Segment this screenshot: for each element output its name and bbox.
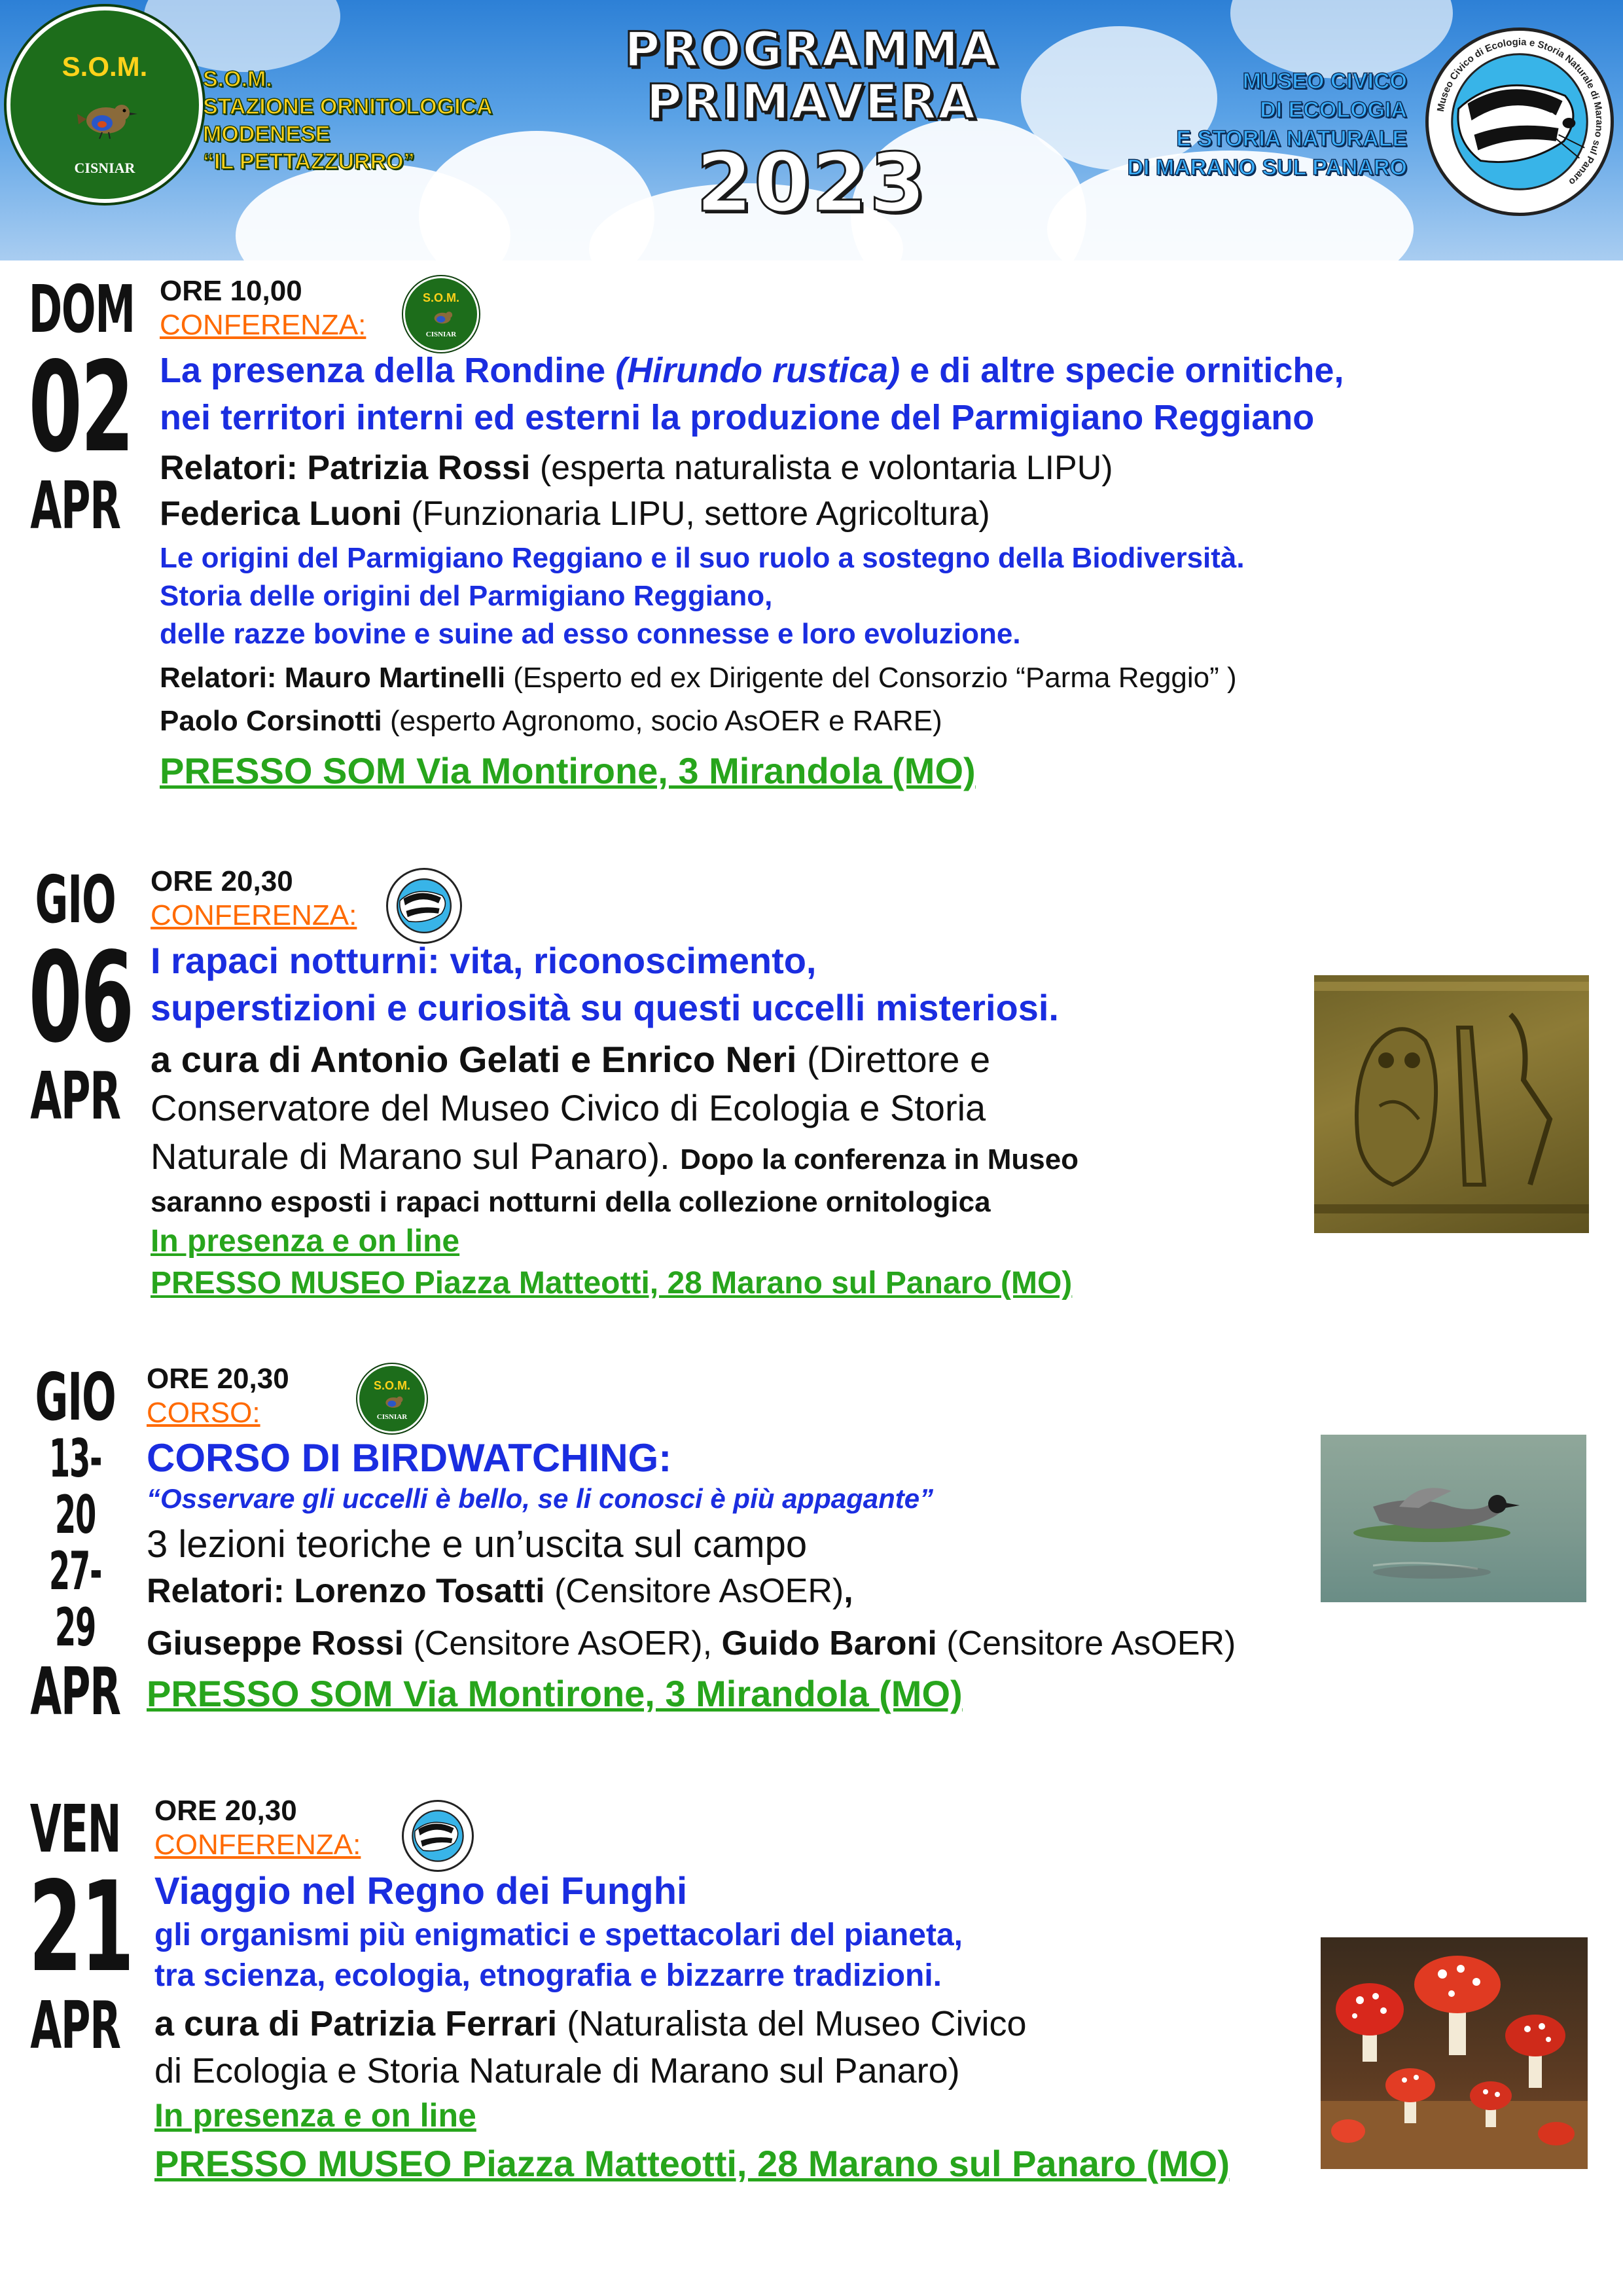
speaker-role: (Esperto ed ex Dirigente del Consorzio “Parma Reggio” )	[505, 662, 1237, 694]
event-location: PRESSO SOM Via Montirone, 3 Mirandola (MO)	[160, 750, 976, 791]
som-logo-title: S.O.M.	[422, 291, 459, 304]
event-title	[160, 347, 1613, 394]
som-logo-footer: CISNIAR	[74, 160, 135, 176]
som-logo	[7, 7, 203, 203]
speaker-name: Relatori: Lorenzo Tosatti	[147, 1572, 545, 1610]
event-02-apr	[0, 271, 1623, 850]
event-speaker	[160, 445, 1613, 491]
speaker-name: Guido Baroni	[721, 1624, 937, 1662]
event-date	[0, 271, 151, 544]
som-name-line: “IL PETTAZZURRO”	[203, 149, 415, 174]
speaker-role: (Censitore AsOER)	[544, 1572, 844, 1610]
event-note: saranno esposti i rapaci notturni della collezione ornitologica	[151, 1186, 991, 1218]
speaker-name: Relatori: Patrizia Rossi	[160, 449, 531, 487]
event-type: CONFERENZA:	[154, 1829, 361, 1861]
event-date	[0, 861, 151, 1134]
museo-name-line: DI MARANO SUL PANARO	[1127, 155, 1407, 180]
event-body-line: Conservatore del Museo Civico di Ecologia e Storia	[151, 1087, 986, 1128]
speaker-name: Federica Luoni	[160, 495, 402, 533]
som-name-block	[203, 65, 493, 175]
event-content	[151, 864, 1289, 1304]
event-date	[0, 1361, 151, 1728]
event-subtitle-line: Storia delle origini del Parmigiano Reggiano,	[160, 580, 773, 612]
date-day-of-week: VEN	[29, 1791, 121, 1867]
badger-icon	[1429, 31, 1611, 213]
event-21-apr	[0, 1793, 1623, 2278]
event-speaker	[160, 658, 1613, 698]
speaker-name: Relatori: Mauro Martinelli	[160, 662, 506, 694]
event-type: CONFERENZA:	[160, 309, 366, 341]
event-title-line: nei territori interni ed esterni la produzione del Parmigiano Reggiano	[160, 398, 1315, 437]
event-title-part: La presenza della Rondine	[160, 351, 616, 390]
event-body-text: Naturale di Marano sul Panaro).	[151, 1136, 670, 1177]
event-lessons: 3 lezioni teoriche e un’uscita sul campo	[147, 1523, 808, 1566]
curator-names: Patrizia Ferrari	[310, 2004, 558, 2043]
event-06-apr	[0, 861, 1623, 1348]
speaker-name: Giuseppe Rossi	[147, 1624, 404, 1662]
curator-prefix: a cura di	[154, 2004, 310, 2043]
event-curator	[151, 1035, 1289, 1084]
date-day-range: 13-20	[48, 1428, 102, 1545]
event-speaker	[147, 1621, 1613, 1666]
event-location: PRESSO MUSEO Piazza Matteotti, 28 Marano sul Panaro (MO)	[151, 1266, 1073, 1300]
tern-on-water-image	[1321, 1435, 1586, 1602]
date-day-of-week: GIO	[35, 1359, 116, 1435]
event-subtitle-line: gli organismi più enigmatici e spettacolari del pianeta,	[154, 1918, 963, 1952]
museo-name-line: E STORIA NATURALE	[1176, 126, 1407, 151]
event-subtitle-line: tra scienza, ecologia, etnografia e bizzarre tradizioni.	[154, 1958, 942, 1993]
title-line: PRIMAVERA	[646, 74, 977, 130]
som-logo-footer: CISNIAR	[425, 331, 457, 338]
date-month: APR	[30, 1653, 120, 1730]
event-time: ORE 20,30	[154, 1795, 297, 1827]
owl-hieroglyph-image	[1314, 975, 1589, 1233]
date-day-of-week: GIO	[35, 861, 116, 938]
program-title	[550, 22, 1073, 230]
title-year: 2023	[696, 136, 927, 230]
event-content	[160, 274, 1613, 796]
mushrooms-picture	[1321, 1937, 1588, 2169]
speaker-role: (esperta naturalista e volontaria LIPU)	[530, 449, 1113, 487]
som-name-line: S.O.M.	[203, 67, 272, 92]
museo-ring-text: Museo Civico di Ecologia e Storia Naturale di Marano sul Panaro	[1435, 37, 1605, 187]
curator-role: (Direttore e	[796, 1039, 991, 1080]
event-online: In presenza e on line	[151, 1224, 460, 1259]
som-logo-title: S.O.M.	[373, 1379, 410, 1392]
event-title-species: (Hirundo rustica)	[615, 351, 901, 390]
date-day-number: 21	[28, 1855, 133, 2000]
museo-name-block	[1041, 67, 1407, 182]
speaker-role: (Censitore AsOER)	[936, 1624, 1236, 1662]
speaker-name: Paolo Corsinotti	[160, 705, 382, 737]
header-banner	[0, 0, 1623, 260]
som-name-line: MODENESE	[203, 122, 330, 147]
title-line: PROGRAMMA	[624, 22, 999, 78]
event-curator	[154, 2000, 1293, 2047]
som-logo-footer: CISNIAR	[376, 1413, 408, 1421]
event-time: ORE 20,30	[151, 865, 293, 897]
event-title-line: superstizioni e curiosità su questi uccelli misteriosi.	[151, 987, 1059, 1028]
speaker-role: (Censitore AsOER),	[404, 1624, 722, 1662]
date-day-number: 06	[28, 925, 133, 1070]
museo-name-line: DI ECOLOGIA	[1260, 98, 1407, 122]
date-month: APR	[30, 1987, 120, 2064]
event-date	[0, 1793, 151, 2062]
museo-name-line: MUSEO CIVICO	[1242, 69, 1407, 94]
owl-hieroglyph-picture	[1314, 975, 1589, 1233]
event-title-line: I rapaci notturni: vita, riconoscimento,	[151, 940, 817, 981]
date-month: APR	[30, 1058, 120, 1134]
event-speaker	[160, 491, 1613, 537]
event-online: In presenza e on line	[154, 2097, 476, 2134]
event-title-part: e di altre specie ornitiche,	[900, 351, 1344, 390]
event-subtitle-line: Le origini del Parmigiano Reggiano e il suo ruolo a sostegno della Biodiversità.	[160, 542, 1245, 574]
date-day-range: 27-29	[48, 1541, 102, 1658]
event-type: CONFERENZA:	[151, 899, 357, 931]
event-location: PRESSO MUSEO Piazza Matteotti, 28 Marano sul Panaro (MO)	[154, 2143, 1230, 2184]
curator-names: Antonio Gelati e Enrico Neri	[310, 1039, 797, 1080]
curator-prefix: a cura di	[151, 1039, 310, 1080]
event-speaker	[160, 702, 1613, 741]
bluethroat-bird-icon	[76, 94, 139, 140]
event-subtitle-line: delle razze bovine e suine ad esso connesse e loro evoluzione.	[160, 618, 1021, 650]
event-note: Dopo la conferenza in Museo	[680, 1143, 1079, 1175]
event-birdwatching-apr	[0, 1361, 1623, 1767]
tern-picture	[1321, 1435, 1586, 1602]
event-content	[154, 1793, 1293, 2189]
event-title: Viaggio nel Regno dei Funghi	[154, 1870, 688, 1912]
event-location: PRESSO SOM Via Montirone, 3 Mirandola (MO)	[147, 1673, 963, 1714]
event-subtitle: “Osservare gli uccelli è bello, se li conosci è più appagante”	[147, 1483, 934, 1514]
event-body-line: di Ecologia e Storia Naturale di Marano sul Panaro)	[154, 2051, 960, 2090]
event-type: CORSO:	[147, 1397, 260, 1429]
date-day-of-week: DOM	[28, 271, 135, 348]
speaker-role: (esperto Agronomo, socio AsOER e RARE)	[382, 705, 942, 737]
speaker-role: (Funzionaria LIPU, settore Agricoltura)	[401, 495, 990, 533]
curator-role: (Naturalista del Museo Civico	[557, 2004, 1027, 2043]
som-logo-title: S.O.M.	[62, 51, 148, 82]
date-month: APR	[30, 467, 120, 544]
date-day-number: 02	[28, 335, 133, 480]
event-body-line	[151, 1132, 1289, 1184]
museo-logo	[1425, 27, 1614, 216]
speaker-separator: ,	[844, 1572, 853, 1610]
event-title: CORSO DI BIRDWATCHING:	[147, 1436, 672, 1480]
event-time: ORE 20,30	[147, 1363, 289, 1395]
event-time: ORE 10,00	[160, 275, 302, 307]
fly-agaric-mushrooms-image	[1321, 1937, 1588, 2169]
som-name-line: STAZIONE ORNITOLOGICA	[203, 94, 493, 119]
